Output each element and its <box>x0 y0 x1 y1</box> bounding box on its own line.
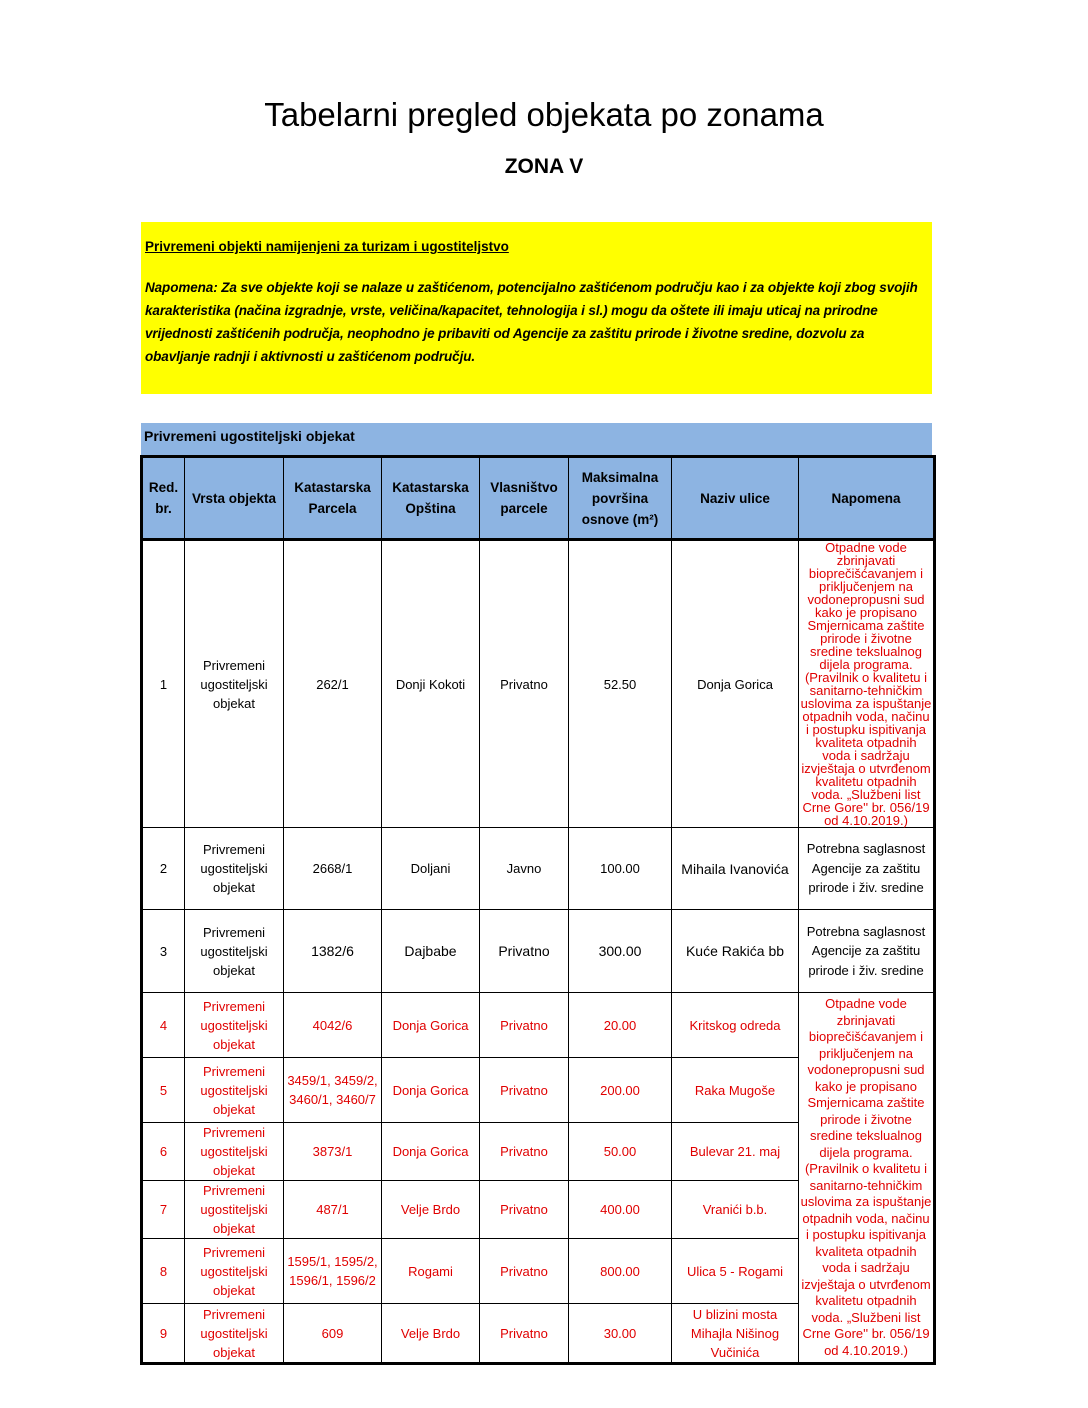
cell-vrsta: Privremeni ugostiteljski objekat <box>185 993 284 1058</box>
cell-napomena: Otpadne vode zbrinjavati bioprečišćavanjem i priključenjem na vodonepropusni sud kako je propisano Smjernicama zaštite prirode i životne sredine tekslualnog dijela programa. (Pravilnik o kvalitetu i sanitarno-tehničkim uslovima za ispuštanje otpadnih voda, načinu i postupku ispitivanja kvaliteta otpadnih voda i sadržaju izvještaja o utvrđenom kvalitetu otpadnih voda. „Službeni list Crne Gore'' br. 056/19 od 4.10.2019.) <box>799 540 935 828</box>
col-header-opstina: Katastarska Opština <box>382 457 480 540</box>
cell-vlasnistvo: Javno <box>480 828 569 910</box>
cell-opstina: Donja Gorica <box>382 993 480 1058</box>
cell-vlasnistvo: Privatno <box>480 1181 569 1239</box>
cell-vlasnistvo: Privatno <box>480 910 569 993</box>
cell-povrsina: 400.00 <box>569 1181 672 1239</box>
cell-parcela: 3873/1 <box>284 1123 382 1181</box>
cell-povrsina: 30.00 <box>569 1304 672 1364</box>
table-header-row <box>142 457 935 540</box>
cell-povrsina: 52.50 <box>569 540 672 828</box>
cell-no: 9 <box>142 1304 185 1364</box>
cell-opstina: Doljani <box>382 828 480 910</box>
cell-vrsta: Privremeni ugostiteljski objekat <box>185 540 284 828</box>
table-row <box>142 910 935 993</box>
cell-vrsta: Privremeni ugostiteljski objekat <box>185 1239 284 1304</box>
cell-ulica: Bulevar 21. maj <box>672 1123 799 1181</box>
cell-opstina: Donji Kokoti <box>382 540 480 828</box>
cell-ulica: Kritskog odreda <box>672 993 799 1058</box>
cell-vrsta: Privremeni ugostiteljski objekat <box>185 828 284 910</box>
col-header-vlasnistvo: Vlasništvo parcele <box>480 457 569 540</box>
cell-povrsina: 50.00 <box>569 1123 672 1181</box>
notice-text: Napomena: Za sve objekte koji se nalaze u zaštićenom, potencijalno zaštićenom području kao i za objekte koji zbog svojih karakteristika (načina izgradnje, vrste, veličina/kapacitet, tehnologija i sl.) mogu da oštete ili imaju uticaj na prirodne vrijednosti zaštićenih područja, neophodno je pribaviti od Agencije za zaštitu prirode i životne sredine, dozvolu za obavljanje radnji i aktivnosti u zaštićenom području. <box>145 280 918 364</box>
cell-vlasnistvo: Privatno <box>480 1058 569 1123</box>
cell-no: 2 <box>142 828 185 910</box>
cell-vlasnistvo: Privatno <box>480 540 569 828</box>
cell-ulica: Kuće Rakića bb <box>672 910 799 993</box>
cell-vrsta: Privremeni ugostiteljski objekat <box>185 1181 284 1239</box>
cell-parcela: 1382/6 <box>284 910 382 993</box>
cell-vrsta: Privremeni ugostiteljski objekat <box>185 1123 284 1181</box>
cell-no: 8 <box>142 1239 185 1304</box>
cell-povrsina: 800.00 <box>569 1239 672 1304</box>
cell-no: 4 <box>142 993 185 1058</box>
cell-ulica: Mihaila Ivanovića <box>672 828 799 910</box>
cell-vrsta: Privremeni ugostiteljski objekat <box>185 1058 284 1123</box>
cell-opstina: Donja Gorica <box>382 1123 480 1181</box>
col-header-parcela: Katastarska Parcela <box>284 457 382 540</box>
cell-parcela: 1595/1, 1595/2, 1596/1, 1596/2 <box>284 1239 382 1304</box>
cell-parcela: 3459/1, 3459/2, 3460/1, 3460/7 <box>284 1058 382 1123</box>
table-row <box>142 540 935 828</box>
cell-vlasnistvo: Privatno <box>480 993 569 1058</box>
col-header-povrsina: Maksimalna površina osnove (m²) <box>569 457 672 540</box>
table-row <box>142 993 935 1058</box>
objects-table <box>140 455 936 1365</box>
cell-ulica: Raka Mugoše <box>672 1058 799 1123</box>
cell-parcela: 609 <box>284 1304 382 1364</box>
cell-opstina: Rogami <box>382 1239 480 1304</box>
col-header-vrsta: Vrsta objekta <box>185 457 284 540</box>
cell-no: 7 <box>142 1181 185 1239</box>
cell-vrsta: Privremeni ugostiteljski objekat <box>185 910 284 993</box>
cell-povrsina: 300.00 <box>569 910 672 993</box>
col-header-napomena: Napomena <box>799 457 935 540</box>
cell-ulica: Ulica 5 - Rogami <box>672 1239 799 1304</box>
col-header-red-br: Red. br. <box>142 457 185 540</box>
cell-parcela: 262/1 <box>284 540 382 828</box>
notice-heading: Privremeni objekti namijenjeni za turizam i ugostiteljstvo <box>145 239 509 254</box>
cell-napomena: Potrebna saglasnost Agencije za zaštitu prirode i živ. sredine <box>799 828 935 910</box>
cell-povrsina: 200.00 <box>569 1058 672 1123</box>
cell-opstina: Velje Brdo <box>382 1304 480 1364</box>
cell-napomena-shared: Otpadne vode zbrinjavati bioprečišćavanjem i priključenjem na vodonepropusni sud kako je propisano Smjernicama zaštite prirode i životne sredine tekslualnog dijela programa. (Pravilnik o kvalitetu i sanitarno-tehničkim uslovima za ispuštanje otpadnih voda, načinu i postupku ispitivanja kvaliteta otpadnih voda i sadržaju izvještaja o utvrđenom kvalitetu otpadnih voda. „Službeni list Crne Gore'' br. 056/19 od 4.10.2019.) <box>799 993 935 1364</box>
cell-vrsta: Privremeni ugostiteljski objekat <box>185 1304 284 1364</box>
notice-box <box>141 222 932 394</box>
zone-label: ZONA V <box>504 155 584 178</box>
cell-no: 6 <box>142 1123 185 1181</box>
cell-opstina: Dajbabe <box>382 910 480 993</box>
cell-no: 1 <box>142 540 185 828</box>
cell-napomena: Potrebna saglasnost Agencije za zaštitu prirode i živ. sredine <box>799 910 935 993</box>
cell-opstina: Donja Gorica <box>382 1058 480 1123</box>
cell-no: 3 <box>142 910 185 993</box>
cell-parcela: 2668/1 <box>284 828 382 910</box>
cell-povrsina: 20.00 <box>569 993 672 1058</box>
cell-ulica: U blizini mosta Mihajla Nišinog Vučinića <box>672 1304 799 1364</box>
table-row <box>142 828 935 910</box>
cell-vlasnistvo: Privatno <box>480 1304 569 1364</box>
cell-ulica: Vranići b.b. <box>672 1181 799 1239</box>
page-title: Tabelarni pregled objekata po zonama <box>264 96 824 133</box>
cell-ulica: Donja Gorica <box>672 540 799 828</box>
cell-vlasnistvo: Privatno <box>480 1239 569 1304</box>
cell-no: 5 <box>142 1058 185 1123</box>
table-section-title: Privremeni ugostiteljski objekat <box>141 423 932 455</box>
cell-opstina: Velje Brdo <box>382 1181 480 1239</box>
cell-parcela: 487/1 <box>284 1181 382 1239</box>
cell-povrsina: 100.00 <box>569 828 672 910</box>
cell-vlasnistvo: Privatno <box>480 1123 569 1181</box>
col-header-ulica: Naziv ulice <box>672 457 799 540</box>
cell-parcela: 4042/6 <box>284 993 382 1058</box>
